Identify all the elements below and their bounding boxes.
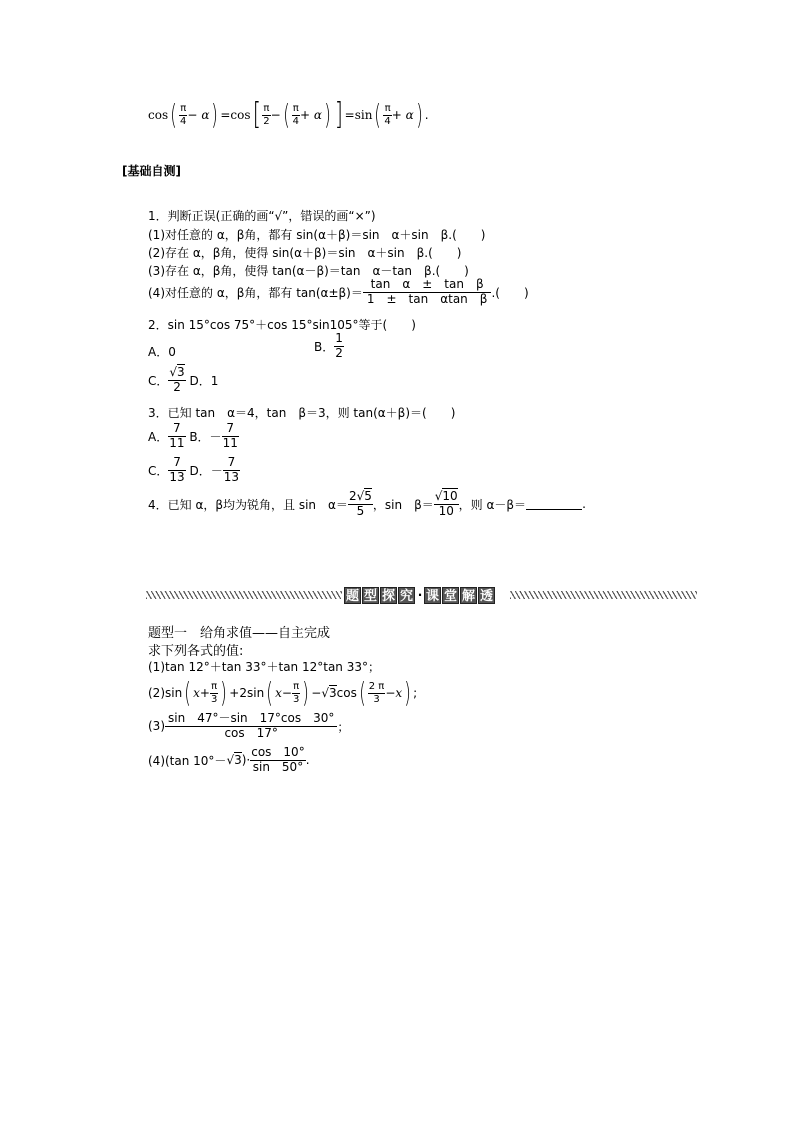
type1-e3: (3) $\frac{\sin 47^\circ-\sin 17^\circ\cos 30^\circ}{\cos 17^\circ}$ ；: [148, 711, 350, 740]
paren: (: [282, 98, 290, 131]
q3-stem: 3．已知 tan α＝4，tan β＝3，则 tan(α＋β)＝( ): [148, 406, 456, 420]
q1-item-3: (3)存在 α，β角，使得 tan(α－β)＝tan α－tan β.( ): [148, 264, 469, 278]
minus-sign: −: [187, 108, 198, 122]
plus-sign: +: [300, 108, 311, 122]
q3-options-ab: A． $\frac{7}{11}$ B．－ $\frac{7}{11}$: [148, 421, 238, 450]
paren: ): [211, 98, 219, 131]
paren: ): [324, 98, 331, 131]
type1-ask: 求下列各式的值:: [148, 644, 244, 659]
bracket: ]: [334, 97, 343, 132]
q2-option-b: B． $\frac{1}{2}$: [314, 331, 343, 360]
answer-blank[interactable]: [526, 499, 582, 510]
alpha: α: [405, 108, 414, 122]
plus-sign: +: [391, 108, 402, 122]
q2-option-a: A．0: [148, 345, 176, 359]
top-formula: [148, 97, 429, 133]
q1-item-4-fraction: $\frac{\text{tan α ± tan β}}{\text{1 ± tan αtan β}}$: [363, 278, 492, 307]
type1-e4: (4)(tan 10°－ √3 )· $\frac{\cos 10^\circ}{\sin 50^\circ}$ .: [148, 745, 310, 774]
section-banner: [146, 586, 697, 604]
minus-sign: −: [270, 108, 281, 122]
q2-options-cd: C． $\frac{√3}{2}$ D．1: [148, 365, 219, 394]
frac-pi-4: $\frac{\pi}{4}$: [384, 103, 391, 127]
frac-pi-2: $\frac{\pi}{2}$: [263, 103, 270, 127]
cos-text: cos: [148, 108, 169, 122]
frac-pi-4: $\frac{\pi}{4}$: [180, 103, 187, 127]
alpha: α: [201, 108, 210, 122]
bracket: [: [252, 97, 261, 132]
q1-stem: 1．判断正误(正确的画“√”，错误的画“×”): [148, 209, 376, 223]
period: .: [424, 108, 429, 122]
banner-hatch-right: [510, 591, 697, 599]
cos-text: cos: [230, 108, 251, 122]
banner-hatch-left: [146, 591, 342, 599]
paren: (: [170, 98, 177, 131]
q2-stem: 2．sin 15°cos 75°＋cos 15°sin105°等于( ): [148, 318, 416, 332]
type1-e2: (2)sin ( x + $\frac{\pi}{3}$ ) +2sin ( x − $\frac{\pi}{3}$ ) −√3 cos ( $\frac{2 \pi}{3}$ − x ) ;: [148, 676, 418, 709]
type1-title: 题型一 给角求值——自主完成: [148, 626, 331, 641]
eq-sign: =: [220, 108, 231, 122]
sin-text: sin: [354, 108, 373, 122]
q1-item-4-text: (4)对任意的 α，β角，都有 tan(α±β)＝: [148, 285, 363, 300]
alpha: α: [313, 108, 322, 122]
section-basic-title: [基础自测]: [122, 164, 181, 178]
paren: ): [415, 98, 423, 131]
type1-e1: (1)tan 12°＋tan 33°＋tan 12°tan 33°；: [148, 660, 380, 674]
q4-line: 4．已知 α，β均为锐角，且 sin α＝ $\frac{2√5}{5}$ ，sin β＝ $\frac{√10}{10}$ ，则 α－β＝ .: [148, 489, 586, 518]
frac-pi-4: $\frac{\pi}{4}$: [292, 103, 299, 127]
q1-item-4: [148, 278, 529, 307]
paren: (: [374, 98, 382, 131]
q1-item-1: (1)对任意的 α，β角，都有 sin(α＋β)＝sin α＋sin β.( ): [148, 228, 486, 242]
q1-item-2: (2)存在 α，β角，使得 sin(α＋β)＝sin α＋sin β.( ): [148, 246, 462, 260]
q1-item-4-end: .( ): [491, 285, 529, 300]
q3-options-cd: C． $\frac{7}{13}$ D．－ $\frac{7}{13}$: [148, 455, 240, 484]
eq-sign: =: [344, 108, 355, 122]
banner-label: 题 型 探 究 · 课 堂 解 透: [345, 588, 493, 604]
